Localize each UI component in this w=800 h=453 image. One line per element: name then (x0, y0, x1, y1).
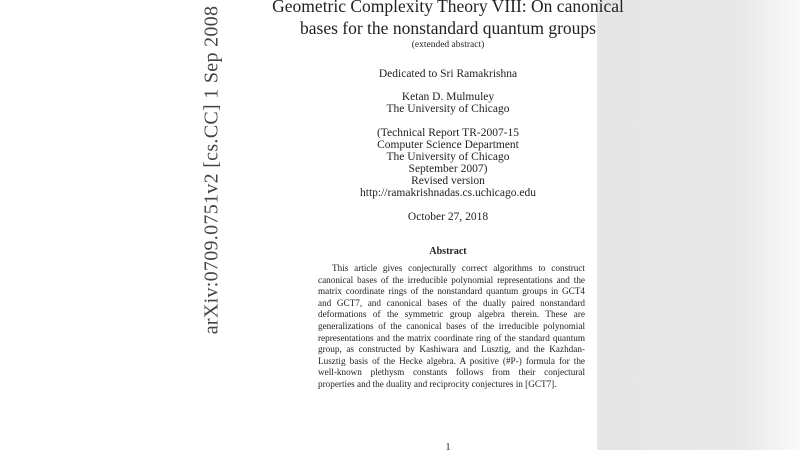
report-line: Revised version (411, 175, 485, 187)
subtitle: (extended abstract) (411, 40, 485, 50)
report-line: The University of Chicago (386, 151, 510, 163)
viewer-background (597, 0, 800, 450)
report-line: (Technical Report TR-2007-15 (376, 127, 520, 139)
report-line: Computer Science Department (377, 139, 519, 151)
title-line-1: Geometric Complexity Theory VIII: On canonical (272, 0, 624, 16)
author: Ketan D. Mulmuley (401, 91, 495, 103)
page-number: 1 (445, 442, 451, 453)
title-line-2: bases for the nonstandard quantum groups (300, 18, 596, 38)
affiliation: The University of Chicago (386, 103, 510, 115)
report-line: September 2007) (408, 163, 488, 175)
date: October 27, 2018 (407, 211, 489, 223)
report-info (360, 127, 536, 199)
dedication: Dedicated to Sri Ramakrishna (378, 68, 518, 80)
abstract-text: This article gives conjecturally correct algorithms to construct canonical bases of the irreducible polynomial representations and the matrix coordinate rings of the nonstandard quantum groups in GCT4 and GCT7, and canonical bases of the dually paired nonstandard deformations of the symmetric group algebra therein. These are generalizations of the canonical bases of the irreducible polynomial representations and the matrix coordinate ring of the standard quantum group, as constructed by Kashiwara and Lusztig, and the Kazhdan-Lusztig basis of the Hecke algebra. A positive (#P-) formula for the well-known plethysm constants follows from their conjectural properties and the duality and reciprocity conjectures in [GCT7]. (318, 263, 585, 389)
report-url: http://ramakrishnadas.cs.uchicago.edu (360, 187, 536, 199)
abstract-heading: Abstract (429, 246, 467, 257)
paper-title (272, 0, 624, 39)
arxiv-stamp: arXiv:0709.0751v2 [cs.CC] 1 Sep 2008 (200, 5, 223, 335)
